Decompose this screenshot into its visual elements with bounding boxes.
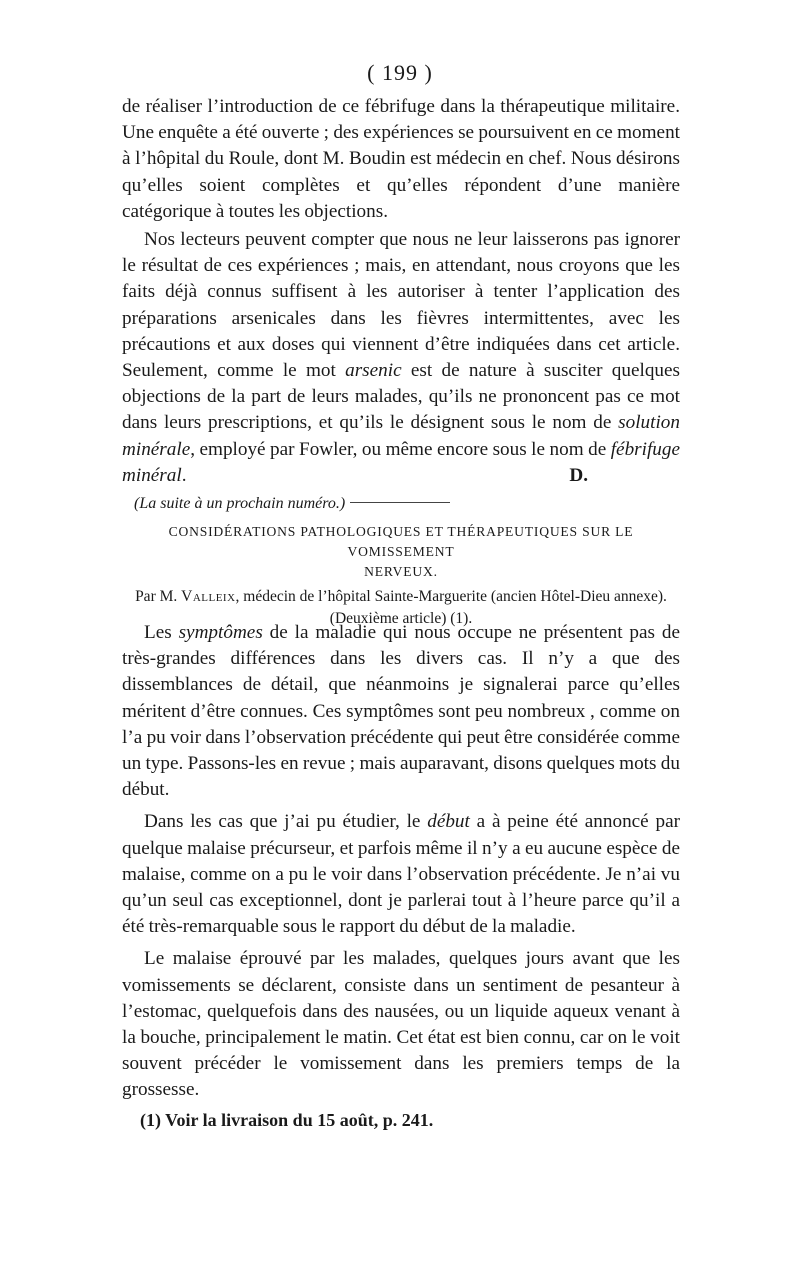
paragraph-1: de réaliser l’introduction de ce fébrifuge dans la thérapeutique militaire. Une enquête a été ouverte ; des expériences se poursuivent en ce moment à l’hôpital du Roule, dont M. Boudin est médecin en chef. Nous désirons qu’elles soient complètes et qu’elles répondent d’une manière catégorique à toutes les objections. bbox=[122, 96, 680, 222]
article-subtitle: (Deuxième article) (1). bbox=[329, 610, 473, 627]
paragraph-2-text-a: Nos lecteurs peuvent compter que nous ne leur laisserons pas ignorer le résultat de ces expériences ; mais, en attendant, nous croyons que les faits déjà connus suffisent à les autoriser à tenter l’application des préparations arsenicales dans les fièvres intermittentes, avec les précautions et aux doses qui viennent d’être indiquées dans cet article. Seulement, comme le mot bbox=[122, 229, 680, 382]
paragraph-2-emphasis-arsenic: arsenic bbox=[345, 360, 402, 382]
article-byline bbox=[122, 586, 680, 608]
section-divider bbox=[350, 502, 450, 503]
signature: D. bbox=[569, 464, 588, 486]
page-number: ( 199 ) bbox=[367, 60, 433, 85]
paragraph-3-text-b: de la maladie qui nous occupe ne présentent pas de très-grandes différences dans les divers cas. Il n’y a que des dissemblances de détail, que néanmoins je signalerai parce qu’elles méritent d’être connues. Ces symptômes sont peu nombreux , comme on l’a pu voir dans l’observation précédente qui peut être considérée comme un type. Passons-les en revue ; mais auparavant, disons quelques mots du début. bbox=[122, 622, 680, 801]
paragraph-3-text-a: Les bbox=[144, 622, 179, 643]
byline-rest: , médecin de l’hôpital Sainte-Marguerite (ancien Hôtel-Dieu annexe). bbox=[235, 588, 667, 605]
paragraph-4-emphasis-debut: début bbox=[427, 811, 470, 833]
paragraph-5: Le malaise éprouvé par les malades, quelques jours avant que les vomissements se déclarent, consiste dans un sentiment de pesanteur à l’estomac, quelquefois dans des nausées, ou un liquide aqueux venant à la bouche, principalement le matin. Cet état est bien connu, car on le voit souvent précéder le vomissement dans les premiers temps de la grossesse. bbox=[122, 948, 680, 1101]
paragraph-2 bbox=[122, 227, 680, 489]
paragraph-2-emphasis-solution: solution minérale bbox=[122, 412, 680, 460]
paragraph-3 bbox=[122, 620, 680, 803]
paragraph-2-emphasis-febrifuge: fébrifuge minéral bbox=[122, 438, 680, 486]
paragraph-4-text-b: a à peine été annoncé par quelque malaise précurseur, et parfois même il n’y a eu aucune espèce de malaise, comme on a pu le voir dans l’observation précédente. Je n’ai vu qu’un seul cas exceptionnel, dont je parlerai tout à l’heure parce qu’il a été très-remarquable sous le rapport du début de la maladie. bbox=[122, 811, 680, 938]
top-section bbox=[122, 94, 680, 515]
continuation-note: (La suite à un prochain numéro.) bbox=[134, 495, 346, 513]
article-title-line-1: CONSIDÉRATIONS PATHOLOGIQUES ET THÉRAPEUTIQUES SUR LE VOMISSEMENT bbox=[168, 524, 634, 559]
byline-prefix: Par M. bbox=[135, 588, 182, 605]
paragraph-4 bbox=[122, 809, 680, 940]
paragraph-3-emphasis-symptomes: symptômes bbox=[178, 622, 263, 643]
article-title-line-2: NERVEUX. bbox=[364, 564, 438, 579]
footnote: (1) Voir la livraison du 15 août, p. 241. bbox=[140, 1109, 434, 1130]
paragraph-2-text-b: est de nature à susciter quelques objections de la part de leurs malades, qu’ils ne prononcent pas ce mot dans leurs prescriptions, et qu’ils le désignent sous le nom de bbox=[122, 360, 681, 434]
paragraph-2-text-d: . bbox=[181, 464, 187, 486]
article-header bbox=[122, 522, 680, 630]
article-body bbox=[122, 620, 680, 1132]
paragraph-2-text-c: , employé par Fowler, ou même encore sous le nom de bbox=[190, 438, 611, 460]
author-name: Valleix bbox=[181, 588, 236, 605]
paragraph-4-text-a: Dans les cas que j’ai pu étudier, le bbox=[144, 811, 428, 833]
